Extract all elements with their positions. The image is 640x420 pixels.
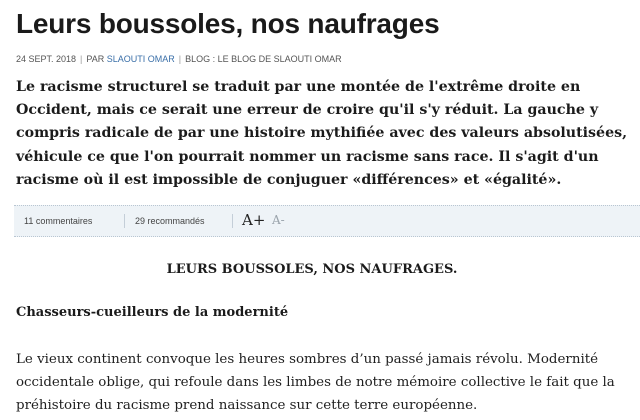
article-title: Leurs boussoles, nos naufrages bbox=[16, 8, 440, 39]
recommendations-link[interactable]: 29 recommandés bbox=[135, 216, 205, 226]
section-title: Chasseurs-cueilleurs de la modernité bbox=[16, 305, 289, 320]
article-meta bbox=[16, 54, 342, 64]
article-lead: Le racisme structurel se traduit par une montée de l'extrême droite en Occident, mais ce serait une erreur de croire qu'il s'y réduit. La gauche y compris radicale de par une histoire mythifiée avec des valeurs absolutisées, véhicule ce que l'on pourrait nommer un racisme sans race. Il s'agit d'un racisme où il est impossible de conjuguer «différences» et «égalité». bbox=[16, 79, 628, 188]
font-increase-button[interactable]: A+ bbox=[242, 211, 266, 229]
by-prefix: PAR bbox=[86, 54, 105, 64]
author-link[interactable]: SLAOUTI OMAR bbox=[106, 54, 175, 64]
article-date: 24 SEPT. 2018 bbox=[16, 54, 77, 64]
toolbar-divider bbox=[232, 214, 233, 228]
font-decrease-button[interactable]: A- bbox=[272, 213, 285, 227]
blog-link[interactable]: LE BLOG DE SLAOUTI OMAR bbox=[217, 54, 342, 64]
meta-separator: | bbox=[178, 54, 182, 64]
blog-prefix: BLOG : bbox=[185, 54, 216, 64]
body-heading: LEURS BOUSSOLES, NOS NAUFRAGES. bbox=[166, 262, 458, 277]
article-toolbar bbox=[14, 205, 640, 237]
meta-separator: | bbox=[80, 54, 83, 64]
toolbar-divider bbox=[124, 214, 125, 228]
comments-link[interactable]: 11 commentaires bbox=[24, 216, 93, 226]
body-paragraph: Le vieux continent convoque les heures sombres d’un passé jamais révolu. Modernité occidentale oblige, qui refoule dans les limbes de notre mémoire collective le fait que la préhistoire du racisme prend naissance sur cette terre européenne. bbox=[16, 352, 615, 413]
